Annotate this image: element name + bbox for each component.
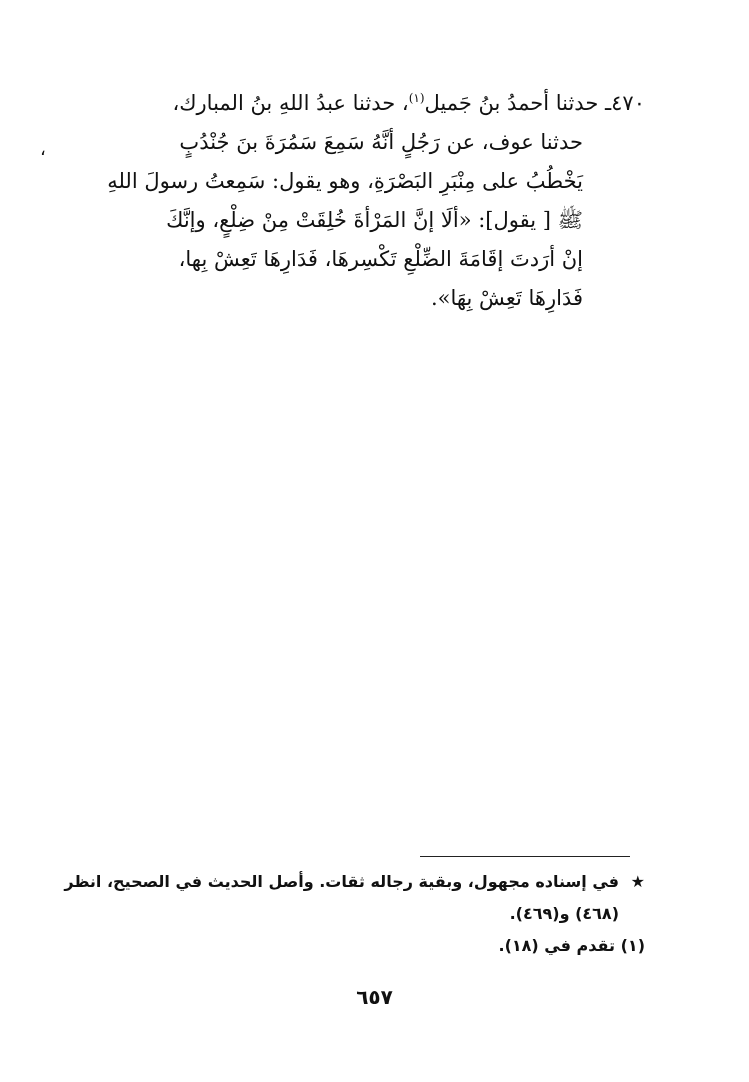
star-icon: ★ <box>630 872 645 891</box>
page-number: ٦٥٧ <box>356 985 393 1009</box>
hadith-line-2: حدثنا عوف، عن رَجُلٍ أنَّهُ سَمِعَ سَمُرَةَ بنَ جُنْدُبٍ <box>179 130 583 154</box>
footnote-star-text-1: في إسناده مجهول، وبقية رجاله ثقات. وأصل الحديث في الصحيح، انظر <box>64 872 619 891</box>
footnote-star-line-2: (٤٦٨) و(٤٦٩). <box>509 904 619 923</box>
footnote-divider <box>420 856 630 857</box>
hadith-text <box>85 84 645 318</box>
hadith-number: ٤٧٠ <box>611 91 645 115</box>
footnote-star-line-1 <box>64 866 645 898</box>
hadith-line-6: فَدَارِهَا تَعِشْ بِهَا». <box>430 286 583 310</box>
footnote-reference: (١) <box>408 91 425 105</box>
hadith-text-1a: حدثنا أحمدُ بنُ جَميل <box>424 91 599 115</box>
footnotes <box>64 866 645 962</box>
hadith-line-5: إنْ أرَدتَ إقَامَةَ الضِّلْعِ تَكْسِرهَا، فَدَارِهَا تَعِشْ بِها، <box>178 247 583 271</box>
hadith-line-3: يَخْطُبُ على مِنْبَرِ البَصْرَةِ، وهو يقول: سَمِعتُ رسولَ اللهِ <box>107 169 583 193</box>
margin-mark: ، <box>40 139 46 160</box>
hadith-dash: ـ <box>605 91 612 115</box>
hadith-line-4: ﷺ [ يقول]: «ألَا إنَّ المَرْأةَ خُلِقَتْ مِنْ ضِلْعٍ، وإنَّكَ <box>166 208 583 232</box>
hadith-text-1b: ، حدثنا عبدُ اللهِ بنُ المبارك، <box>172 91 409 115</box>
footnote-1: (١) تقدم في (١٨). <box>498 936 645 955</box>
hadith-line-1 <box>85 84 645 123</box>
